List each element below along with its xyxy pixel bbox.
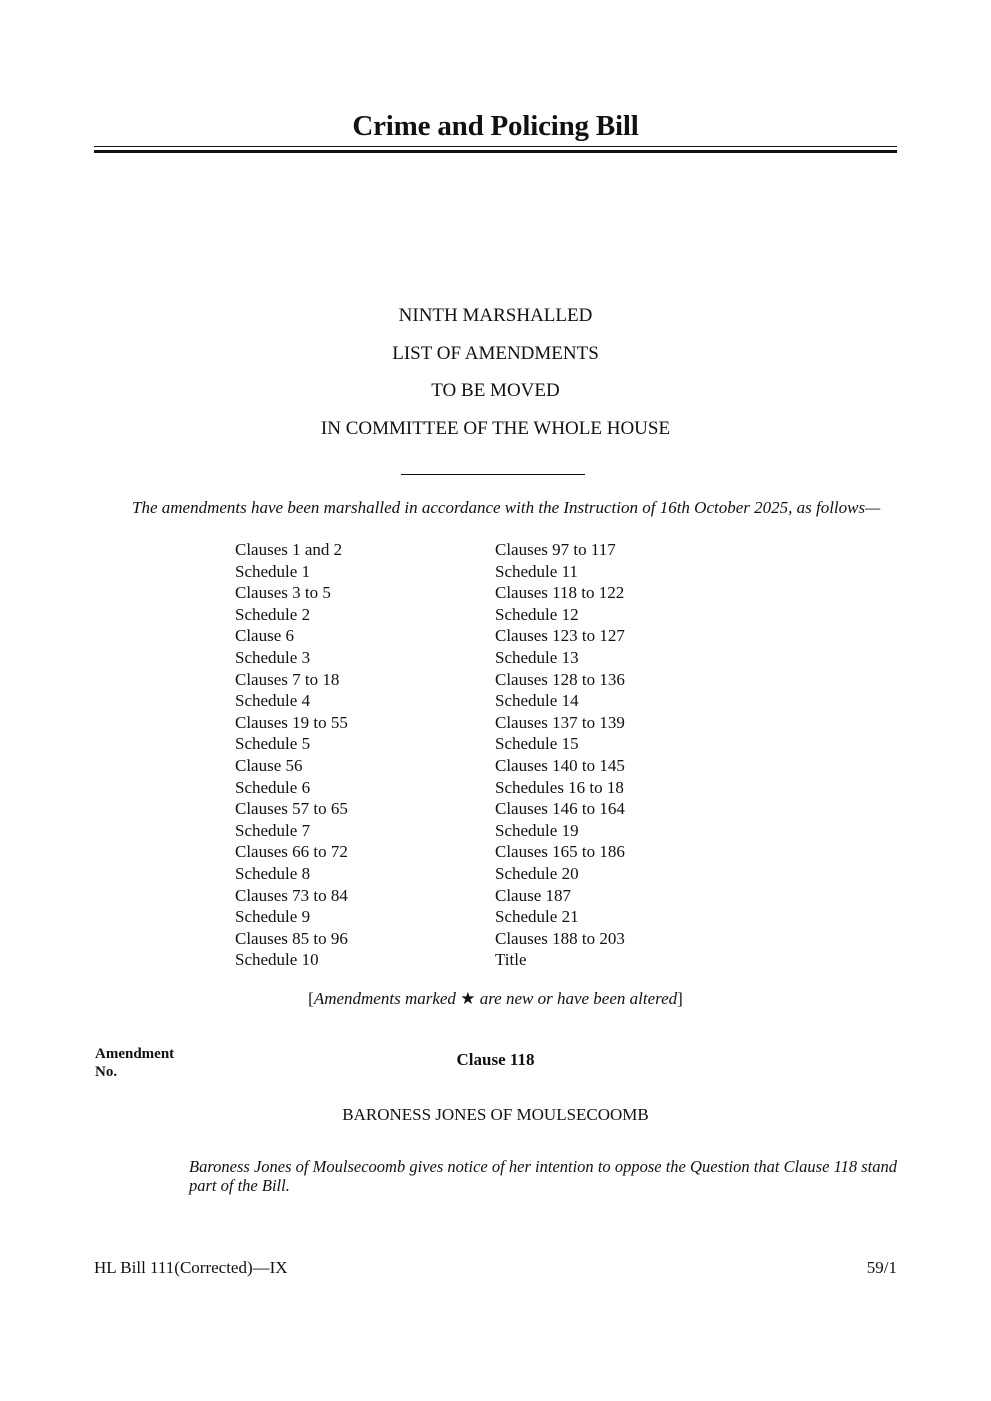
heading-line: TO BE MOVED: [431, 380, 560, 401]
marshalling-item: Schedule 14: [495, 691, 579, 711]
member-name: BARONESS JONES OF MOULSECOOMB: [342, 1105, 649, 1124]
marshalling-item: Schedule 7: [235, 820, 311, 840]
marshalling-item: Title: [495, 950, 527, 970]
bill-title: Crime and Policing Bill: [352, 110, 639, 142]
marshalling-item: Clauses 97 to 117: [495, 540, 616, 559]
marshalling-item: Schedule 11: [495, 561, 578, 581]
heading-line: NINTH MARSHALLED: [398, 305, 593, 326]
marshalling-item: Clauses 146 to 164: [495, 799, 625, 819]
bill-reference: HL Bill 111(Corrected)—IX: [94, 1258, 288, 1277]
marshalling-item: Schedule 4: [235, 691, 311, 711]
marshalling-item: Clauses 19 to 55: [235, 712, 348, 732]
marshalling-item: Schedule 2: [235, 604, 311, 624]
marshalling-item: Schedule 20: [495, 863, 579, 883]
amendment-label-line2: No.: [95, 1064, 118, 1080]
marshalling-item: Schedule 19: [495, 820, 579, 840]
star-icon: ★: [460, 989, 476, 1008]
note-close-bracket: ]: [677, 989, 683, 1008]
marshalling-item: Schedule 6: [235, 777, 311, 797]
amendment-label-line1: Amendment: [95, 1046, 175, 1062]
marshalling-item: Clause 187: [495, 885, 572, 905]
marshalling-item: Schedule 13: [495, 647, 579, 667]
heading-line: LIST OF AMENDMENTS: [392, 342, 599, 364]
marshalling-item: Clauses 128 to 136: [495, 669, 625, 689]
marshalling-order: [235, 539, 755, 971]
note-open-bracket: [: [308, 989, 314, 1008]
marshalling-item: Clauses 140 to 145: [495, 755, 625, 775]
marshalling-item: Schedule 21: [495, 907, 579, 927]
marshalling-item: Clauses 123 to 127: [495, 626, 625, 646]
marshalling-intro: The amendments have been marshalled in accordance with the Instruction of 16th October 2025, as follows—: [132, 498, 881, 517]
marshalling-item: Clauses 118 to 122: [495, 583, 625, 603]
marshalling-item: Schedule 10: [235, 950, 319, 970]
marshalling-item: Clause 6: [235, 626, 295, 646]
document-page: [94, 0, 897, 1401]
clause-heading: Clause 118: [456, 1050, 535, 1069]
note-text-before: Amendments marked: [313, 989, 461, 1008]
marshalling-item: Clauses 165 to 186: [495, 842, 625, 862]
marshalling-item: Clauses 85 to 96: [235, 928, 348, 948]
marshalling-item: Clauses 66 to 72: [235, 842, 348, 862]
marshalling-item: Schedule 1: [235, 561, 311, 581]
marshalling-left-column: [235, 539, 495, 971]
marshalling-item: Schedule 9: [235, 907, 311, 927]
star-note: [94, 988, 897, 1010]
marshalling-item: Schedules 16 to 18: [495, 777, 624, 797]
marshalling-item: Clauses 73 to 84: [235, 885, 348, 905]
marshalling-item: Clause 56: [235, 755, 303, 775]
marshalling-item: Clauses 57 to 65: [235, 799, 348, 819]
marshalling-right-column: [495, 539, 755, 971]
page-reference: 59/1: [866, 1258, 897, 1277]
marshalling-item: Clauses 7 to 18: [235, 669, 340, 689]
marshalling-item: Schedule 12: [495, 604, 579, 624]
marshalling-item: Schedule 5: [235, 734, 311, 754]
marshalling-item: Schedule 3: [235, 647, 311, 667]
list-heading: [94, 303, 897, 453]
note-text-after: are new or have been altered: [475, 989, 678, 1008]
heading-line: IN COMMITTEE OF THE WHOLE HOUSE: [320, 417, 671, 439]
marshalling-item: Schedule 15: [495, 734, 579, 754]
marshalling-item: Clauses 3 to 5: [235, 583, 331, 603]
marshalling-item: Schedule 8: [235, 863, 311, 883]
section-divider: [401, 474, 585, 475]
marshalling-item: Clauses 1 and 2: [235, 540, 343, 559]
marshalling-item: Clauses 137 to 139: [495, 712, 625, 732]
marshalling-item: Clauses 188 to 203: [495, 928, 625, 948]
amendment-text: Baroness Jones of Moulsecoomb gives notice of her intention to oppose the Question that Clause 118 stand part of the Bill.: [189, 1157, 897, 1195]
title-double-rule: [94, 146, 897, 153]
